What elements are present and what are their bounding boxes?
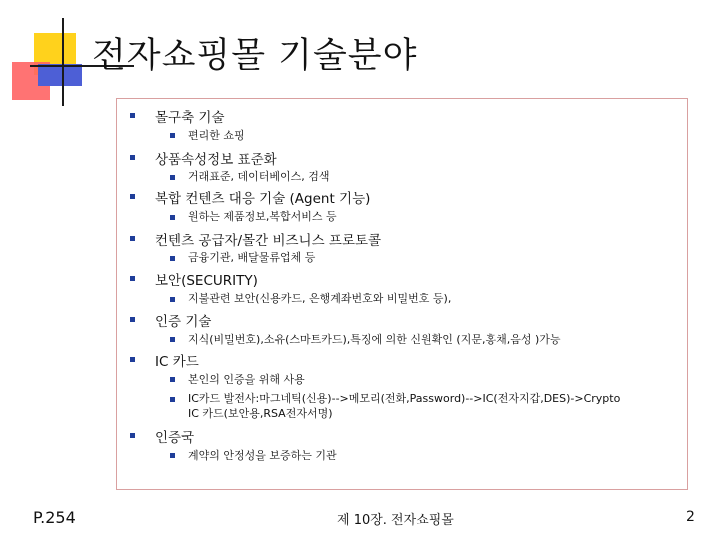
sub-list-item: 지불관련 보안(신용카드, 은행계좌번호와 비밀번호 등), <box>188 292 452 305</box>
bullet-icon <box>130 276 135 281</box>
decor-vertical-line <box>62 18 64 106</box>
list-item: 복합 컨텐츠 대응 기술 (Agent 기능) <box>155 191 371 207</box>
sub-list-item: 지식(비밀번호),소유(스마트카드),특징에 의한 신원확인 (지문,홍채,음성 )가능 <box>188 333 561 346</box>
bullet-icon <box>130 113 135 118</box>
sub-list-item: 금융기관, 배달물류업체 등 <box>188 251 316 264</box>
bullet-icon <box>130 433 135 438</box>
slide-title: 전자쇼핑몰 기술분야 <box>92 36 418 76</box>
sub-list-item: 거래표준, 데이터베이스, 검색 <box>188 170 330 183</box>
footer-chapter-title: 제 10장. 전자쇼핑몰 <box>337 513 454 528</box>
list-item: 인증국 <box>155 430 195 446</box>
bullet-icon <box>170 175 175 180</box>
list-item: 컨텐츠 공급자/몰간 비즈니스 프로토콜 <box>155 233 382 249</box>
bullet-icon <box>130 155 135 160</box>
list-item: 보안(SECURITY) <box>155 273 258 289</box>
bullet-icon <box>130 194 135 199</box>
sub-list-item: 원하는 제품정보,복합서비스 등 <box>188 210 337 223</box>
bullet-icon <box>170 297 175 302</box>
list-item: IC 카드 <box>155 354 199 370</box>
footer-page-reference: P.254 <box>33 508 76 527</box>
bullet-icon <box>170 453 175 458</box>
decor-blue-square <box>38 64 82 86</box>
list-item: 인증 기술 <box>155 314 212 330</box>
bullet-icon <box>170 397 175 402</box>
sub-list-item: 계약의 안정성을 보증하는 기관 <box>188 449 337 462</box>
sub-list-item: 편리한 쇼핑 <box>188 129 245 142</box>
bullet-icon <box>170 377 175 382</box>
bullet-icon <box>130 317 135 322</box>
list-item: 몰구축 기술 <box>155 110 225 126</box>
footer-page-number: 2 <box>686 509 695 525</box>
list-item: 상품속성정보 표준화 <box>155 152 277 168</box>
bullet-icon <box>170 337 175 342</box>
bullet-icon <box>170 215 175 220</box>
sub-list-item: 본인의 인증을 위해 사용 <box>188 373 305 386</box>
bullet-icon <box>130 357 135 362</box>
bullet-icon <box>170 133 175 138</box>
bullet-icon <box>130 236 135 241</box>
bullet-icon <box>170 256 175 261</box>
sub-list-item: IC카드 발전사:마그네틱(신용)-->메모리(전화,Password)-->IC(전자지갑,DES)->Crypto IC 카드(보안용,RSA전자서명) <box>188 392 621 420</box>
